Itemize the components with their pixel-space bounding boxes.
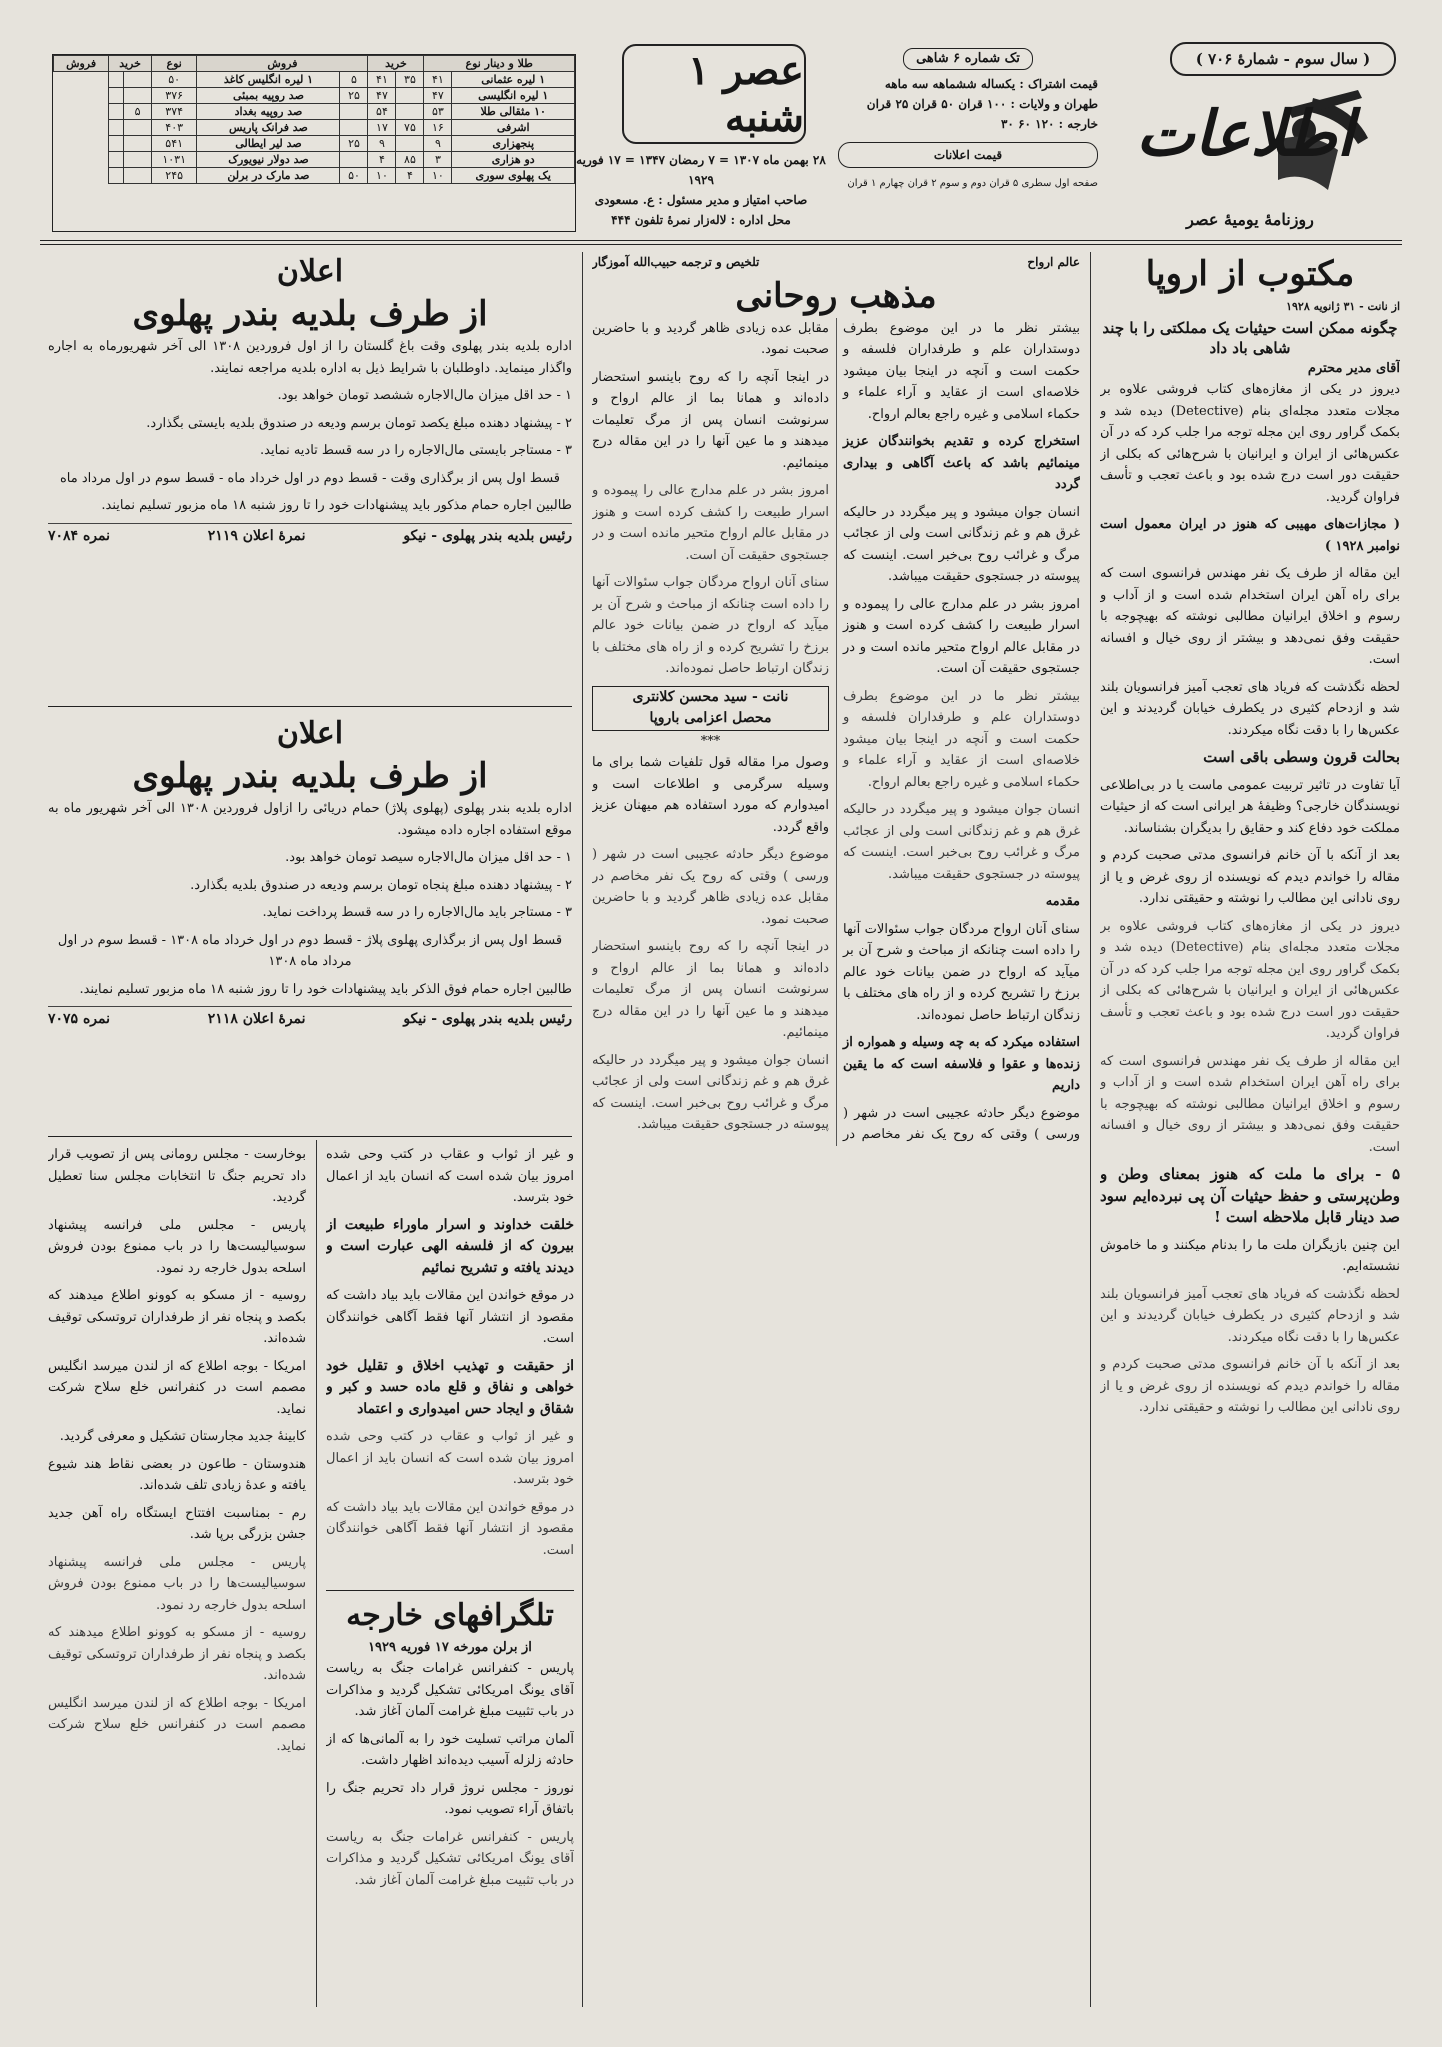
notice-subtitle: از طرف بلدیه بندر پهلوی	[132, 294, 488, 334]
ads-price-label: قیمت اعلانات	[838, 142, 1098, 168]
paragraph: در موقع خواندن این مقالات باید بیاد داشت که مقصود از انتشار آنها فقط آگاهی خوانندگان است.	[326, 1499, 574, 1558]
notice-signature	[48, 1006, 572, 1031]
rates-cell: ۱۰۳۱	[151, 152, 197, 168]
rates-header: فروش	[197, 56, 368, 72]
notice-ref: نمره ۷۰۸۴	[48, 527, 111, 544]
rates-cell: ۱۷	[368, 120, 396, 136]
volume-label: ( سال سوم - شمارهٔ ۷۰۶ )	[1170, 42, 1396, 76]
paragraph: بعد از آنکه با آن خانم فرانسوی مدتی صحبت کردم و مقاله را خواندم دیدم که نویسنده از روی غرض و یا از روی نادانی این مطالب را نوشته و حقیقتی ندارد.	[1100, 848, 1400, 906]
paragraph: بیشتر نظر ما در این موضوع بطرف دوستداران علم و طرفداران فلسفه و حکمت است و آنچه در اینجا بیان میشود خلاصه‌ای است از عقاید و آراء علماء و حکماء اسلامی و غیره راجع بعالم ارواح.	[843, 320, 1080, 422]
kicker-right: عالم ارواح	[1027, 255, 1080, 269]
notice-title: اعلان	[276, 716, 344, 751]
rates-row	[54, 72, 575, 88]
rates-cell	[109, 152, 124, 168]
byline-role: محصل اعزامی باروپا	[649, 710, 772, 726]
callout-text: بحالت قرون وسطی باقی است	[1203, 748, 1400, 766]
article-subhead: چگونه ممکن است حیثیات یک مملکتی را با چند شاهی باد داد	[1102, 318, 1398, 357]
telegrams-title: تلگرافهای خارجه	[346, 1598, 554, 1633]
rates-cell	[396, 136, 424, 152]
news-item: هندوستان - طاعون در بعضی نقاط هند شیوع یافته و عدهٔ زیادی تلف شده‌اند.	[48, 1456, 306, 1493]
notice-number: نمرهٔ اعلان ۲۱۱۹	[207, 527, 306, 544]
highlight-text: ( مجازات‌های مهیبی که هنوز در ایران معمول است نوامبر ۱۹۲۸ )	[1100, 517, 1400, 554]
notice-1	[48, 252, 572, 692]
paragraph: لحظه نگذشت که فریاد های تعجب آمیز فرانسویان بلند شد و ازدحام کثیری در یکطرف خیابان گردیدند و این عکس‌ها را با دقت نگاه میکردند.	[1100, 1286, 1400, 1345]
ads-price-note: صفحه اول سطری ۵ قران دوم و سوم ۲ قران چهارم ۱ قران	[847, 178, 1098, 189]
article-title: مکتوب از اروپا	[1145, 254, 1355, 294]
bold-paragraph: استخراج کرده و تقدیم بخوانندگان عزیز مینمائیم باشد که باعث آگاهی و بیداری گردد	[843, 434, 1080, 492]
rates-cell	[340, 152, 368, 168]
news-item: رم - بمناسبت افتتاح ایستگاه راه آهن جدید جشن بزرگی برپا شد.	[48, 1505, 306, 1542]
news-item: امریکا - بوجه اطلاع که از لندن میرسد انگلیس مصمم است در کنفرانس خلع سلاح شرکت نماید.	[48, 1695, 306, 1754]
bold-paragraph: مقدمه	[1045, 894, 1080, 909]
paragraph: موضوع دیگر حادثه عجیبی است در شهر ( ورسی ) وقتی که روح یک نفر مخاصم در مقابل عده زیادی ظاهر گردید و با حاضرین صحبت نمود.	[592, 320, 1080, 1142]
rates-cell	[124, 72, 152, 88]
article-body	[592, 318, 1080, 1146]
paragraph: این مقاله از طرف یک نفر مهندس فرانسوی است که برای راه آهن ایران استخدام شده است و از آداب و رسوم و اخلاق ایرانیان مطالبی نوشته که بهیچوجه با حقیقت وفق نمی‌دهد و بیشتر از روی خیال و افسانه است.	[1100, 566, 1400, 667]
masthead-rule	[40, 244, 1402, 245]
rates-cell: ۵۴۱	[151, 136, 197, 152]
rates-cell	[124, 152, 152, 168]
subscription-abroad: خارجه : ۱۲۰ ۶۰ ۳۰	[1000, 117, 1098, 131]
rates-cell	[124, 168, 152, 184]
rates-cell: ۱۶	[424, 120, 452, 136]
edition-info	[566, 150, 836, 230]
rates-cell: ۱ لیره انگلیسی	[452, 88, 575, 104]
notice-ref: نمره ۷۰۷۵	[48, 1011, 111, 1027]
notice-note: طالبین اجاره حمام مذکور باید پیشنهادات خود را تا روز شنبه ۱۸ ماه مزبور تسلیم نمایند.	[101, 498, 572, 513]
rates-row	[54, 168, 575, 184]
rates-cell: ۵۰	[340, 168, 368, 184]
rates-cell: ۵۴	[368, 104, 396, 120]
paragraph: بیشتر نظر ما در این موضوع بطرف دوستداران علم و طرفداران فلسفه و حکمت است و آنچه در اینجا بیان میشود خلاصه‌ای است از عقاید و آراء علماء و حکماء اسلامی و غیره راجع بعالم ارواح.	[843, 688, 1080, 790]
notice-item: ۱ - حد اقل میزان مال‌الاجاره ششصد تومان خواهد بود.	[277, 388, 572, 403]
rates-cell: ۴۰۳	[151, 120, 197, 136]
bold-paragraph: از حقیقت و تهذیب اخلاق و تقلیل خود خواهی و نفاق و قلع ماده حسد و کبر و شقاق و ایجاد حس امیدواری و اعتماد	[326, 1357, 574, 1417]
column-rule	[582, 252, 583, 2007]
article-kickers	[592, 252, 1080, 274]
news-item: روسیه - از مسکو به کوونو اطلاع میدهند که بکصد و پنجاه نفر از طرفداران تروتسکی توقیف شده‌اند.	[48, 1288, 306, 1346]
notice-number: نمرهٔ اعلان ۲۱۱۸	[207, 1011, 306, 1027]
salutation: آقای مدیر محترم	[1307, 360, 1400, 376]
masthead-title: اطلاعات	[1136, 96, 1354, 170]
notice-rule	[48, 1136, 572, 1137]
rates-cell	[340, 104, 368, 120]
paragraph: امروز بشر در علم مدارج عالی را پیموده و اسرار طبیعت را کشف کرده است و هنوز در مقابل عالم ارواح متحیر مانده است و در جستجوی حقیقت آن است.	[592, 483, 829, 563]
rates-header: طلا و دینار نوع	[424, 56, 575, 72]
rates-cell: صد مارک در برلن	[197, 168, 340, 184]
rates-row	[54, 120, 575, 136]
notice-item: ۱ - حد اقل میزان مال‌الاجاره سیصد تومان خواهد بود.	[285, 850, 572, 865]
subscription-tehran: طهران و ولایات : ۱۰۰ قران ۵۰ قران ۲۵ قران	[866, 97, 1098, 111]
rates-cell: ۲۴۵	[151, 168, 197, 184]
paragraph: انسان جوان میشود و پیر میگردد در حالیکه غرق هم و غم زندگانی است ولی از عجائب مرگ و غرائب روح بی‌خبر است. اینست که پیوسته در جستجوی حقیقت میباشد.	[843, 504, 1080, 584]
callout-text: ۵ - برای ما ملت که هنوز بمعنای وطن و وطن‌پرستی و حفظ حیثیات آن پی نبرده‌ایم سود صد دینار قابل ملاحظه است !	[1100, 1165, 1400, 1226]
rates-cell: ۴۷	[424, 88, 452, 104]
news-item: پاریس - کنفرانس غرامات جنگ به ریاست آقای یونگ امریکائی تشکیل گردید و مذاکرات در باب تثبیت مبلغ غرامت آلمان آغاز شد.	[326, 1829, 574, 1888]
rates-cell: ۱۰	[368, 168, 396, 184]
issue-date: ۲۸ بهمن ماه ۱۳۰۷ = ۷ رمضان ۱۳۴۷ = ۱۷ فوریه ۱۹۲۹	[576, 153, 826, 187]
paragraph: لحظه نگذشت که فریاد های تعجب آمیز فرانسویان بلند شد و ازدحام کثیری در یکطرف خیابان گردیدند و این عکس‌ها را با دقت نگاه میکردند.	[1100, 679, 1400, 738]
news-item: آلمان مراتب تسلیت خود را به آلمانی‌ها که از حادثه زلزله آسیب دیده‌اند اظهار داشت.	[326, 1731, 574, 1768]
bold-paragraph: خلقت خداوند و اسرار ماوراء طبیعت از بیرون که از فلسفه الهی عبارت است و دیدند یافته و تشریح نمائیم	[326, 1216, 574, 1276]
rates-cell	[340, 120, 368, 136]
article-dateline: از نانت - ۳۱ ژانویه ۱۹۲۸	[1286, 300, 1400, 313]
europe-letter-column	[1100, 252, 1400, 2012]
column-rule	[316, 1140, 317, 2007]
rates-cell: دو هزاری	[452, 152, 575, 168]
news-item: امریکا - بوجه اطلاع که از لندن میرسد انگلیس مصمم است در کنفرانس خلع سلاح شرکت نماید.	[48, 1358, 306, 1417]
rates-cell	[109, 136, 124, 152]
rates-cell: ۱۰ مثقالی طلا	[452, 104, 575, 120]
paragraph: و غیر از ثواب و عقاب در کتب وحی شده امروز بیان شده است که انسان باید از اعمال خود بترسد.	[326, 1429, 574, 1487]
paragraph: آیا تفاوت در تاثیر تربیت عمومی ماست یا در بی‌اطلاعی نویسندگان خارجی؟ وظیفهٔ هر ایرانی است که از حیثیات مملکت خود دفاع کند و حقایق را بدیگران بشناساند.	[1100, 777, 1400, 836]
notice-item: ۳ - مستاجر باید مال‌الاجاره را در سه قسط پرداخت نماید.	[262, 905, 572, 920]
paragraph: امروز بشر در علم مدارج عالی را پیموده و اسرار طبیعت را کشف کرده است و هنوز در مقابل عالم ارواح متحیر مانده است و در جستجوی حقیقت آن است.	[843, 596, 1080, 676]
notice-signature	[48, 523, 572, 548]
owner-line: صاحب امتیاز و مدیر مسئول : ع. مسعودی	[594, 193, 808, 207]
byline-box	[592, 686, 829, 731]
paragraph: وصول مرا مقاله قول تلفیات شما برای ما وسیله سرگرمی و اطلاعات است و امیدوارم که مورد استفاده هم میهنان عزیز واقع گردد.	[592, 755, 829, 835]
rates-cell: ۵۳	[424, 104, 452, 120]
paragraph: بعد از آنکه با آن خانم فرانسوی مدتی صحبت کردم و مقاله را خواندم دیدم که نویسنده از روی غرض و یا از روی نادانی این مطالب را نوشته و حقیقتی ندارد.	[1100, 1357, 1400, 1415]
paragraph: انسان جوان میشود و پیر میگردد در حالیکه غرق هم و غم زندگانی است ولی از عجائب مرگ و غرائب روح بی‌خبر است. اینست که پیوسته در جستجوی حقیقت میباشد.	[843, 802, 1080, 882]
rates-cell: ۱۰	[424, 168, 452, 184]
telegrams-dateline: از برلن مورخه ۱۷ فوریه ۱۹۲۹	[368, 1640, 532, 1655]
notice-title: اعلان	[276, 254, 344, 289]
section-separator: ***	[700, 733, 721, 749]
notice-body: اداره بلدیه بندر پهلوی (پهلوی پلاژ) حمام دریائی را ازاول فروردین ۱۳۰۸ الی آخر شهریور ماه به موقع استفاده اجاره داده میشود.	[48, 801, 572, 838]
foreign-telegrams	[326, 1594, 574, 2008]
news-column	[48, 1144, 306, 2009]
byline-name: نانت - سید محسن کلانتری	[632, 688, 789, 705]
notice-installments: قسط اول پس از برگذاری وقت - قسط دوم در اول خرداد ماه - قسط سوم در اول مرداد ماه	[59, 470, 561, 486]
rates-cell: ۳۷۶	[151, 88, 197, 104]
paragraph: موضوع دیگر حادثه عجیبی است در شهر ( ورسی ) وقتی که روح یک نفر مخاصم در مقابل عده زیادی ظاهر گردید و با حاضرین صحبت نمود.	[592, 847, 829, 927]
rates-cell: ۵	[340, 72, 368, 88]
news-item: پاریس - کنفرانس غرامات جنگ به ریاست آقای یونگ امریکائی تشکیل گردید و مذاکرات در باب تثبیت مبلغ غرامت آلمان آغاز شد.	[326, 1661, 574, 1719]
paragraph: در اینجا آنچه را که روح باینسو استحضار داده‌اند و همانا بما از عالم ارواح و سرنوشت انسان پس از مرگ تعلیمات میدهند و ما عین آنها را در این مقاله درج مینمائیم.	[592, 369, 829, 471]
rates-cell: ۱ لیره عثمانی	[452, 72, 575, 88]
signature-name: رئیس بلدیه بندر پهلوی - نیکو	[403, 527, 572, 544]
paragraph: سنای آنان ارواح مردگان جواب سئوالات آنها را داده است چنانکه از مباحث و شرح آن بر میآید که ارواح در ضمن بیانات خود عالم برزخ را تشریح کرده و از راه های مختلف با زندگان ارتباط حاصل نموده‌اند.	[843, 921, 1080, 1023]
paragraph: در موقع خواندن این مقالات باید بیاد داشت که مقصود از انتشار آنها فقط آگاهی خوانندگان است.	[326, 1288, 574, 1346]
rates-header: خرید	[368, 56, 424, 72]
column-rule	[1090, 252, 1091, 2007]
rates-cell: ۵۰	[151, 72, 197, 88]
rates-cell: ۴۷	[368, 88, 396, 104]
rates-header: نوع	[151, 56, 197, 72]
kicker-left: تلخیص و ترجمه حبیب‌الله آموزگار	[592, 255, 760, 269]
bold-paragraph: استفاده میکرد که به چه وسیله و همواره از زنده‌ها و عقوا و فلاسفه است که ما یقین داریم	[843, 1035, 1080, 1093]
rates-cell: صد دولار نیویورک	[197, 152, 340, 168]
rates-cell: ۷۵	[396, 120, 424, 136]
rates-cell: ۸۵	[396, 152, 424, 168]
paragraph: دیروز در یکی از مغازه‌های کتاب فروشی علاوه بر مجلات متعدد مجله‌ای بنام (Detective) دیده شد و بکمک گراور روی این مجله توجه مرا جلب کرد که در آن عکس‌هائی از ایران و ایرانیان با شرح‌هائی که بکلی از حقیقت دور است درج شده بود و باعث تعجب و تأسف فراوان گردید.	[1100, 382, 1400, 505]
news-item: بوخارست - مجلس رومانی پس از تصویب قرار داد تحریم جنگ تا انتخابات مجلس سنا تعطیل گردید.	[48, 1147, 306, 1205]
telegram-rule	[326, 1590, 574, 1591]
spiritual-article-column	[592, 252, 1080, 2012]
signature-name: رئیس بلدیه بندر پهلوی - نیکو	[403, 1011, 572, 1027]
rates-cell	[109, 168, 124, 184]
rates-cell	[124, 88, 152, 104]
rates-cell: ۵	[124, 104, 152, 120]
paragraph: این چنین بازیگران ملت ما را بدنام میکنند و ما خاموش نشسته‌ایم.	[1100, 1237, 1400, 1274]
rates-cell: ۳	[424, 152, 452, 168]
rates-cell	[109, 104, 124, 120]
rates-cell: ۲۵	[340, 136, 368, 152]
rates-cell: صد فرانک پاریس	[197, 120, 340, 136]
notice-rule	[48, 706, 572, 707]
rates-cell: ۴	[368, 152, 396, 168]
notice-item: ۳ - مستاجر بایستی مال‌الاجاره را در سه قسط تادیه نماید.	[260, 443, 572, 458]
paragraph: این مقاله از طرف یک نفر مهندس فرانسوی است که برای راه آهن ایران استخدام شده است و از آداب و رسوم و اخلاق ایرانیان مطالبی نوشته که بهیچوجه با حقیقت وفق نمی‌دهد و بیشتر از روی خیال و افسانه است.	[1100, 1053, 1400, 1155]
rates-cell	[109, 120, 124, 136]
edition-day-title: عصر ۱ شنبه	[622, 44, 806, 144]
rates-cell: ۳۷۴	[151, 104, 197, 120]
rates-cell	[109, 88, 124, 104]
notice-installments: قسط اول پس از برگذاری پهلوی پلاژ - قسط دوم در اول خرداد ماه ۱۳۰۸ - قسط سوم در اول مرداد ماه ۱۳۰۸	[57, 932, 563, 969]
rates-cell	[396, 88, 424, 104]
rates-cell: ۴	[396, 168, 424, 184]
rates-cell	[396, 104, 424, 120]
rates-row	[54, 88, 575, 104]
masthead-rule	[40, 240, 1402, 241]
rates-cell: ۴۱	[424, 72, 452, 88]
paragraph: سنای آنان ارواح مردگان جواب سئوالات آنها را داده است چنانکه از مباحث و شرح آن بر میآید که ارواح در ضمن بیانات خود عالم برزخ را تشریح کرده و از راه های مختلف با زندگان ارتباط حاصل نموده‌اند.	[592, 575, 829, 676]
article-title: مذهب روحانی	[735, 275, 937, 316]
notice-item: ۲ - پیشنهاد دهنده مبلغ پنجاه تومان برسم ودیعه در صندوق بلدیه بگذارد.	[190, 877, 572, 893]
notice-body: اداره بلدیه بندر پهلوی وقت باغ گلستان را از اول فروردین ۱۳۰۸ الی آخر شهریورماه به اجاره واگذار مینماید. داوطلبان با شرایط ذیل به اداره بلدیه مراجعه نمایند.	[48, 339, 572, 376]
rates-cell: ۲۵	[340, 88, 368, 104]
rates-cell: ۳۵	[396, 72, 424, 88]
exchange-rates-table	[52, 54, 576, 232]
notice-subtitle: از طرف بلدیه بندر پهلوی	[132, 756, 488, 796]
rates-cell	[124, 120, 152, 136]
news-item: روسیه - از مسکو به کوونو اطلاع میدهند که بکصد و پنجاه نفر از طرفداران تروتسکی توقیف شده‌اند.	[48, 1625, 306, 1683]
single-copy-price: تک شماره ۶ شاهی	[903, 48, 1033, 70]
rates-cell: ۴۱	[368, 72, 396, 88]
news-item: کابینهٔ جدید مجارستان تشکیل و معرفی گردید.	[59, 1429, 306, 1444]
rates-cell: صد روپیه بمبئی	[197, 88, 340, 104]
notice-note: طالبین اجاره حمام فوق الذکر باید پیشنهادات خود را تا روز شنبه ۱۸ ماه مزبور تسلیم نمایند.	[79, 981, 572, 997]
publication-subtitle: روزنامهٔ یومیهٔ عصر	[1186, 210, 1314, 229]
paragraph: دیروز در یکی از مغازه‌های کتاب فروشی علاوه بر مجلات متعدد مجله‌ای بنام (Detective) دیده شد و بکمک گراور روی این مجله توجه مرا جلب کرد که در آن عکس‌هائی از ایران و ایرانیان با شرح‌هائی که بکلی از حقیقت دور است درج شده بود و باعث تعجب و تأسف فراوان گردید.	[1100, 918, 1400, 1041]
rates-cell: ۹	[424, 136, 452, 152]
rates-cell: ۱ لیره انگلیس کاغذ	[197, 72, 340, 88]
rates-header: خرید	[109, 56, 152, 72]
rates-header: فروش	[54, 56, 109, 72]
rates-row	[54, 104, 575, 120]
rates-cell	[124, 136, 152, 152]
rates-row	[54, 136, 575, 152]
rates-row	[54, 152, 575, 168]
notice-item: ۲ - پیشنهاد دهنده مبلغ یکصد تومان برسم ودیعه در صندوق بلدیه بایستی بگذارد.	[146, 415, 572, 431]
news-item: پاریس - مجلس ملی فرانسه پیشنهاد سوسیالیست‌ها را در باب ممنوع بودن فروش اسلحه بدول خارجه رد نمود.	[48, 1217, 306, 1276]
rates-cell: ۹	[368, 136, 396, 152]
office-line: محل اداره : لاله‌زار نمرهٔ تلفون ۴۴۴	[611, 213, 791, 227]
news-item: نوروز - مجلس نروژ قرار داد تحریم جنگ را باتفاق آراء تصویب نمود.	[326, 1780, 574, 1817]
subscription-label: قیمت اشتراک : یکساله ششماهه سه ماهه	[884, 77, 1098, 91]
paragraph: انسان جوان میشود و پیر میگردد در حالیکه غرق هم و غم زندگانی است ولی از عجائب مرگ و غرائب روح بی‌خبر است. اینست که پیوسته در جستجوی حقیقت میباشد.	[592, 1052, 829, 1132]
rates-cell	[109, 72, 124, 88]
price-box	[838, 46, 1098, 214]
rates-cell: اشرفی	[452, 120, 575, 136]
rates-cell: پنجهزاری	[452, 136, 575, 152]
rates-cell: صد روپیه بغداد	[197, 104, 340, 120]
rates-cell: صد لیر ایطالی	[197, 136, 340, 152]
news-item: پاریس - مجلس ملی فرانسه پیشنهاد سوسیالیست‌ها را در باب ممنوع بودن فروش اسلحه بدول خارجه رد نمود.	[48, 1554, 306, 1613]
continuation-column	[326, 1144, 574, 1584]
paragraph: در اینجا آنچه را که روح باینسو استحضار داده‌اند و همانا بما از عالم ارواح و سرنوشت انسان پس از مرگ تعلیمات میدهند و ما عین آنها را در این مقاله درج مینمائیم.	[592, 939, 829, 1040]
rates-cell: یک پهلوی سوری	[452, 168, 575, 184]
rates-header-row	[54, 56, 575, 72]
notice-2	[48, 714, 572, 1134]
paragraph: و غیر از ثواب و عقاب در کتب وحی شده امروز بیان شده است که انسان باید از اعمال خود بترسد.	[326, 1147, 574, 1205]
